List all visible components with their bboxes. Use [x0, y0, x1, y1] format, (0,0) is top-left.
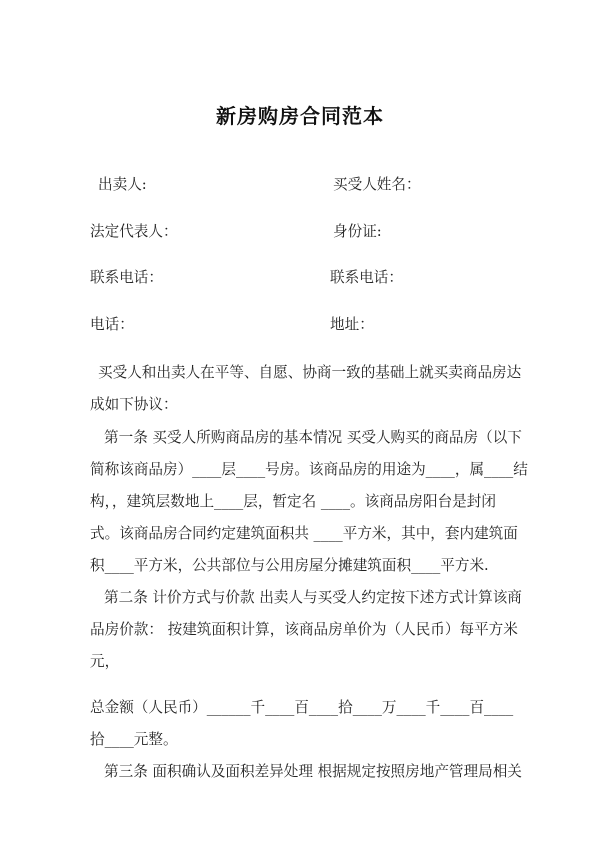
- article-1-heading: 第一条 买受人所购商品房的基本情况 买受人购买的商品房（以下: [104, 429, 522, 446]
- body-line: 简称该商品房）____层____号房。该商品房的用途为____，属____结: [90, 461, 528, 478]
- id-card-label: 身份证:: [333, 223, 382, 240]
- body-line: 成如下协议：: [90, 396, 178, 413]
- seller-label: 出卖人:: [98, 176, 147, 193]
- legal-rep-label: 法定代表人：: [90, 223, 178, 240]
- article-2-heading: 第二条 计价方式与价款 出卖人与买受人约定按下述方式计算该商: [104, 589, 522, 606]
- body-line: 品房价款： 按建筑面积计算，该商品房单价为（人民币）每平方米: [90, 621, 518, 638]
- document-title: 新房购房合同范本: [216, 104, 384, 128]
- seller-phone-label: 联系电话：: [90, 269, 163, 286]
- buyer-name-label: 买受人姓名：: [333, 176, 421, 193]
- article-3-heading: 第三条 面积确认及面积差异处理 根据规定按照房地产管理局相关: [104, 763, 522, 780]
- buyer-phone-label: 联系电话：: [330, 269, 403, 286]
- body-line: 拾____元整。: [90, 731, 178, 748]
- body-line: 元，: [90, 653, 120, 670]
- body-line: 式。该商品房合同约定建筑面积共 ____平方米，其中，套内建筑面: [90, 525, 518, 542]
- address-label: 地址：: [330, 316, 374, 333]
- body-line: 积____平方米，公共部位与公用房屋分摊建筑面积____平方米.: [90, 557, 489, 574]
- body-line: 买受人和出卖人在平等、自愿、协商一致的基础上就买卖商品房达: [98, 364, 522, 381]
- body-line: 构，，建筑层数地上____层，暂定名 ____。该商品房阳台是封闭: [90, 493, 496, 510]
- phone-label: 电话：: [90, 316, 134, 333]
- total-amount-line: 总金额（人民币）______千____百____拾____万____千____百____: [90, 699, 514, 716]
